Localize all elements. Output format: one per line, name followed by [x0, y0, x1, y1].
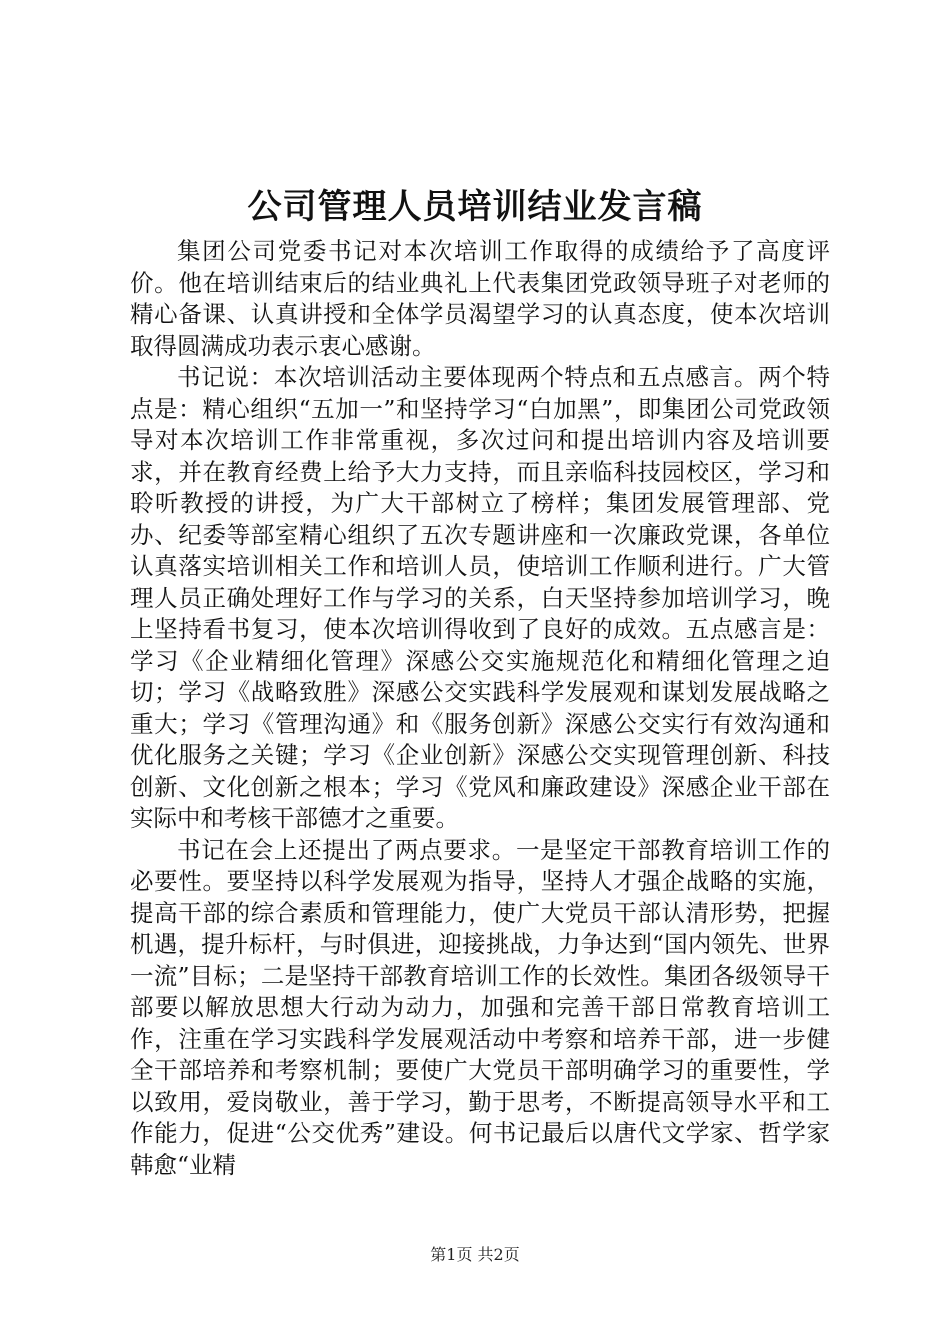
paragraph-2: 书记说：本次培训活动主要体现两个特点和五点感言。两个特点是：精心组织“五加一”和坚持学习“白加黑”，即集团公司党政领导对本次培训工作非常重视，多次过问和提出培训内容及培训要求，并在教育经费上给予大力支持，而且亲临科技园校区，学习和聆听教授的讲授，为广大干部树立了榜样；集团发展管理部、党办、纪委等部室精心组织了五次专题讲座和一次廉政党课，各单位认真落实培训相关工作和培训人员，使培训工作顺利进行。广大管理人员正确处理好工作与学习的关系，白天坚持参加培训学习，晚上坚持看书复习，使本次培训得收到了良好的成效。五点感言是：学习《企业精细化管理》深感公交实施规范化和精细化管理之迫切；学习《战略致胜》深感公交实践科学发展观和谋划发展战略之重大；学习《管理沟通》和《服务创新》深感公交实行有效沟通和优化服务之关键；学习《企业创新》深感公交实现管理创新、科技创新、文化创新之根本；学习《党风和廉政建设》深感企业干部在实际中和考核干部德才之重要。	[130, 363, 830, 832]
document-body	[130, 236, 830, 1181]
paragraph-1: 集团公司党委书记对本次培训工作取得的成绩给予了高度评价。他在培训结束后的结业典礼上代表集团党政领导班子对老师的精心备课、认真讲授和全体学员渴望学习的认真态度，使本次培训取得圆满成功表示衷心感谢。	[130, 237, 830, 360]
paragraph-3: 书记在会上还提出了两点要求。一是坚定干部教育培训工作的必要性。要坚持以科学发展观为指导，坚持人才强企战略的实施，提高干部的综合素质和管理能力，使广大党员干部认清形势，把握机遇，提升标杆，与时俱进，迎接挑战，力争达到“国内领先、世界一流”目标；二是坚持干部教育培训工作的长效性。集团各级领导干部要以解放思想大行动为动力，加强和完善干部日常教育培训工作，注重在学习实践科学发展观活动中考察和培养干部，进一步健全干部培养和考察机制；要使广大党员干部明确学习的重要性，学以致用，爱岗敬业，善于学习，勤于思考，不断提高领导水平和工作能力，促进“公交优秀”建设。何书记最后以唐代文学家、哲学家韩愈“业精	[130, 835, 830, 1179]
page-number-footer: 第1页 共2页	[430, 1245, 520, 1264]
document-title: 公司管理人员培训结业发言稿	[247, 187, 703, 227]
